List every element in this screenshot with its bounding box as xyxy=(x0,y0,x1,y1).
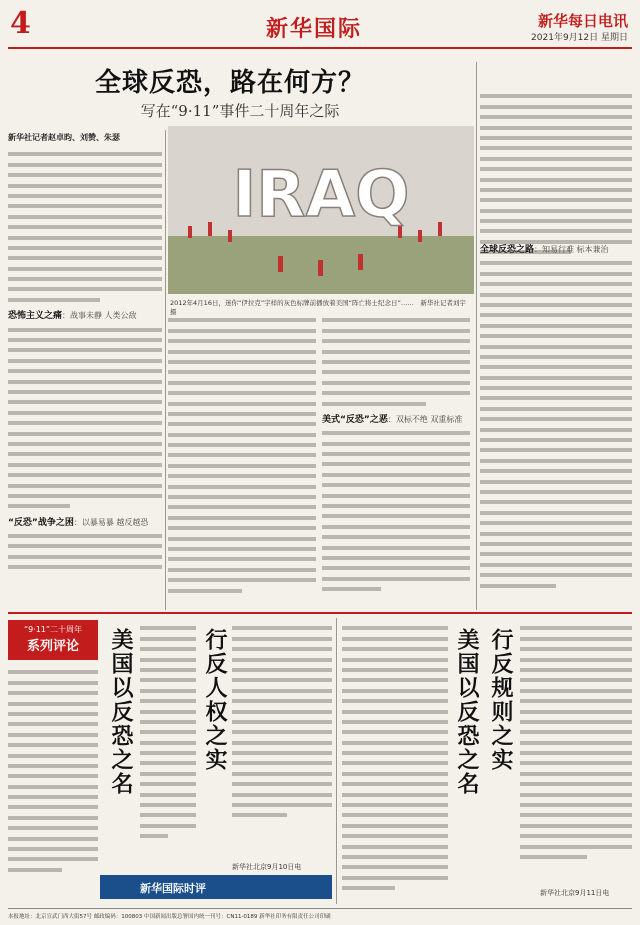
subtitle-2: 全球反恐之路：知易行难 标本兼治 xyxy=(480,245,609,255)
text-block xyxy=(480,261,632,587)
article-column-3 xyxy=(322,312,470,602)
commentary-3-title: 美国以反恐之名 xyxy=(454,628,480,796)
article-photo xyxy=(168,126,474,294)
subtitle-4: 美式“反恐”之恶：双标不绝 双重标准 xyxy=(322,414,463,425)
subtitle-1: 恐怖主义之痛：战事未静 人类公敌 xyxy=(8,311,137,322)
text-block xyxy=(322,318,470,405)
subtitle-3: “反恐”战争之困：以暴易暴 越反越恐 xyxy=(8,517,149,528)
headline: 全球反恐，路在何方？ xyxy=(94,68,365,98)
commentary-1-text xyxy=(8,664,98,904)
column-divider xyxy=(336,618,337,904)
article-column-5 xyxy=(480,236,632,606)
commentary-2-title: 行反人权之实 xyxy=(202,628,228,772)
xinhua-commentary-banner: 新华国际时评 xyxy=(100,875,332,899)
commentary-4-text xyxy=(520,620,632,880)
commentary-1-text-b xyxy=(140,620,196,870)
text-block xyxy=(8,534,162,569)
text-block xyxy=(168,318,316,592)
masthead-rule xyxy=(8,47,632,49)
text-block xyxy=(8,328,162,509)
section-rule xyxy=(8,612,632,614)
text-block xyxy=(322,431,470,591)
byline: 新华社记者赵卓昀、刘赞、朱瑟 xyxy=(8,133,120,142)
column-divider xyxy=(476,62,477,610)
page-footer: 本报地址：北京宣武门西大街57号 邮政编码：100803 中国新闻出版总署国内统一刊号：CN11-0189 新华社印务有限责任公司印刷 xyxy=(8,908,632,920)
text-block xyxy=(480,94,632,254)
paper-name: 新华每日电讯 xyxy=(537,12,628,30)
masthead xyxy=(8,6,632,46)
series-badge: “9·11”二十周年 系列评论 xyxy=(8,620,98,660)
commentary-3-text xyxy=(342,620,448,904)
photo-caption: 2012年4月16日，迷你“伊拉克”字样的灰色标牌前播放着美国“阵亡将士纪念日”…… 新华社记者刘宇摄 xyxy=(170,299,466,316)
section-title: 新华国际 xyxy=(266,16,363,42)
commentary-1-title: 美国以反恐之名 xyxy=(108,628,134,796)
article-column-4 xyxy=(480,88,632,258)
commentary-4-byline: 新华社北京9月11日电 xyxy=(540,889,610,897)
commentary-4-title: 行反规则之实 xyxy=(488,628,514,772)
article-column-2 xyxy=(168,312,316,602)
issue-date: 2021年9月12日 星期日 xyxy=(531,33,628,43)
photo-sign-text: IRAQ xyxy=(232,158,410,232)
article-column-1 xyxy=(8,146,162,586)
subheadline: 写在“9·11”事件二十周年之际 xyxy=(140,102,340,120)
column-divider xyxy=(165,130,166,610)
page-number: 4 xyxy=(10,6,31,41)
commentary-2-text xyxy=(232,620,332,860)
cemetery-photo xyxy=(168,126,474,294)
text-block xyxy=(8,152,162,301)
commentary-2-byline: 新华社北京9月10日电 xyxy=(232,863,302,871)
